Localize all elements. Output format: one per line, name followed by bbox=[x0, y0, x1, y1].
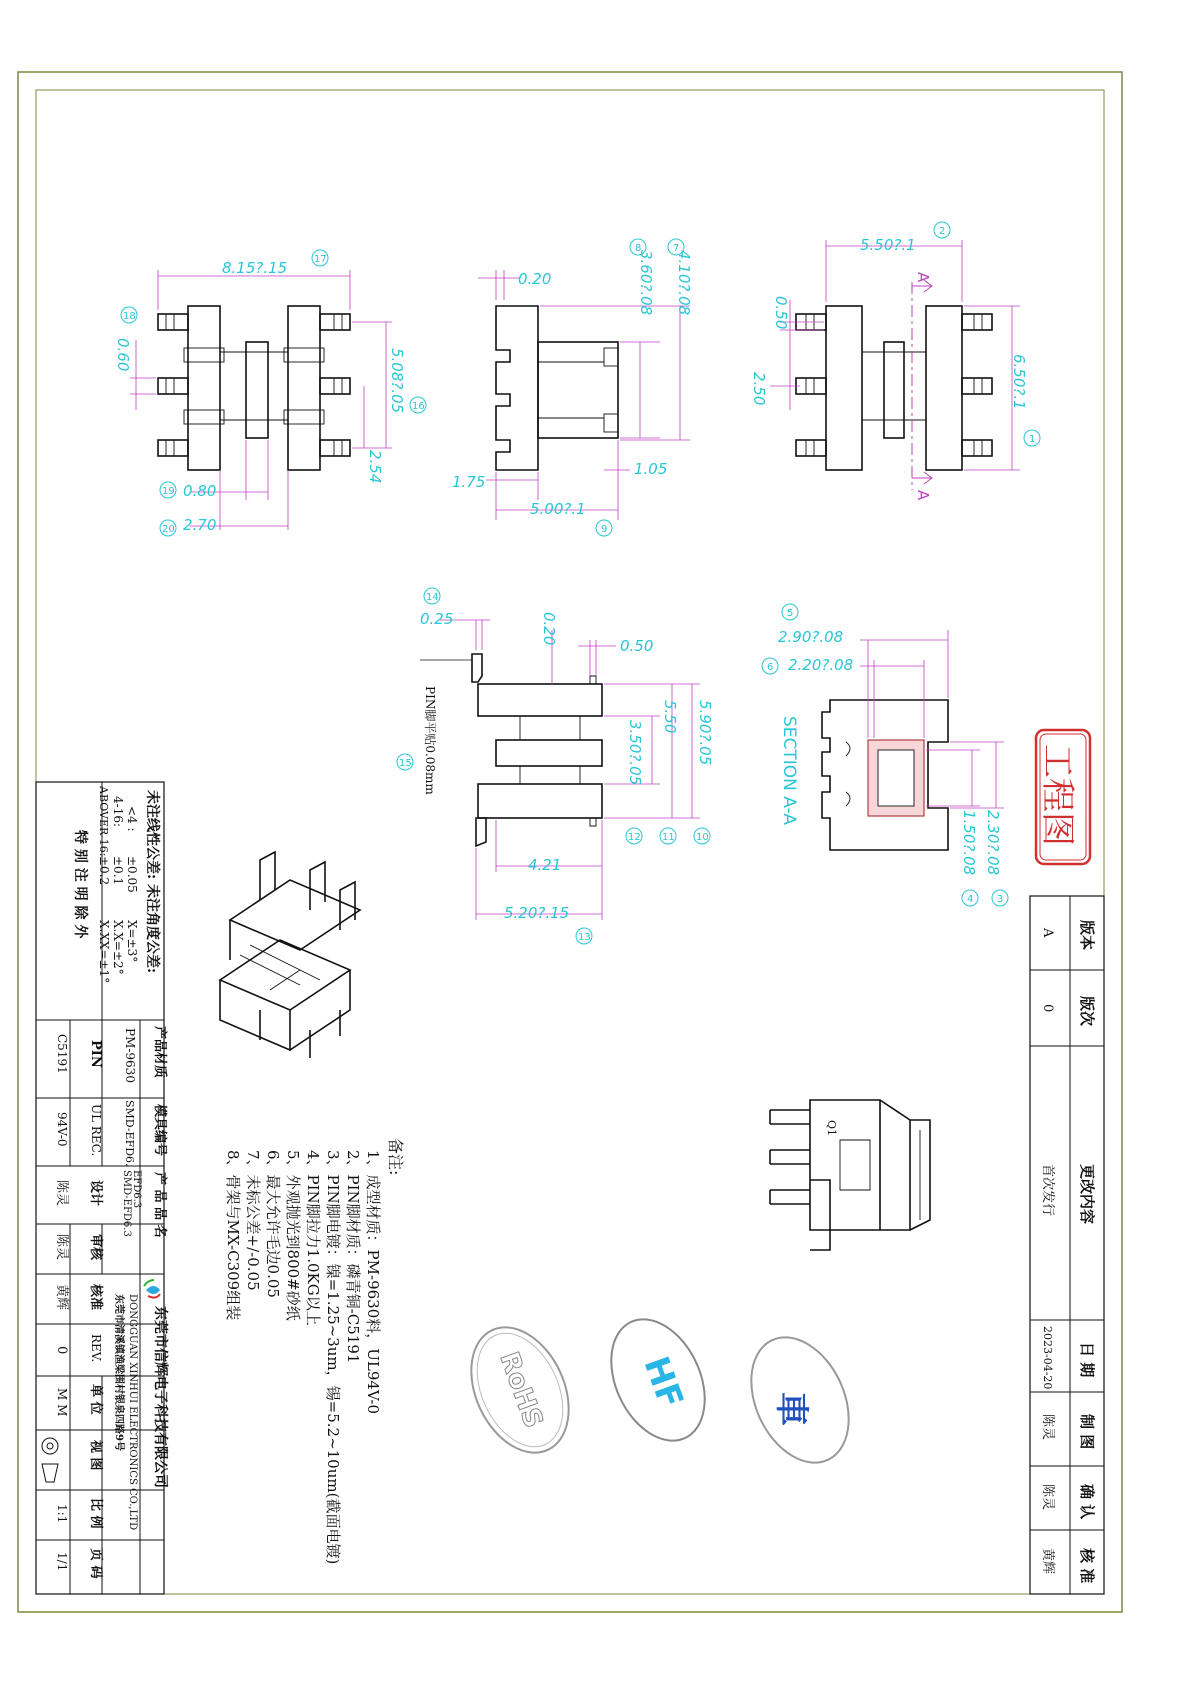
notes-title: 备注: bbox=[386, 1138, 405, 1176]
page-value: 1/1 bbox=[55, 1552, 69, 1572]
balloon-10: 10 bbox=[696, 832, 709, 843]
dim-tl-pin-pitch: 2.54 bbox=[366, 450, 384, 484]
balloon-18: 18 bbox=[123, 311, 136, 322]
approve-value: 黄辉 bbox=[54, 1284, 69, 1311]
section-title: SECTION A-A bbox=[779, 716, 799, 825]
inner-frame bbox=[36, 90, 1104, 1594]
note-6: 6、最大允许毛边0.05 bbox=[264, 1150, 282, 1298]
rev-version: A bbox=[1040, 928, 1055, 938]
dim-sec-height: 2.30?.08 bbox=[984, 810, 1002, 876]
rev-header-version: 版本 bbox=[1078, 920, 1096, 951]
note-7: 7、未标公差+/-0.05 bbox=[244, 1150, 262, 1291]
tol-row3-range: ABOVER 16: bbox=[97, 786, 110, 857]
balloon-2: 2 bbox=[939, 226, 946, 237]
balloon-7: 7 bbox=[673, 243, 680, 254]
car-text: 車 bbox=[771, 1392, 811, 1426]
tol-row1-range: <4 : bbox=[125, 806, 139, 832]
rev-header-confirm: 确 认 bbox=[1078, 1484, 1096, 1520]
dim-tl-pitch: 5.08?.05 bbox=[388, 348, 406, 414]
dim-tm-inner: 3.60?.08 bbox=[637, 250, 655, 316]
design-label: 设计 bbox=[88, 1180, 103, 1207]
balloon-15: 15 bbox=[399, 758, 412, 769]
mold-label: 模具编号 bbox=[152, 1104, 167, 1157]
rev-header-approve: 核 准 bbox=[1078, 1548, 1096, 1584]
design-value: 陈灵 bbox=[54, 1180, 69, 1207]
note-3: 3、PIN脚电镀：镍=1.25~3um，锡=5.2~10um(截面电镀) bbox=[324, 1150, 342, 1565]
view-label: 视 图 bbox=[88, 1440, 103, 1471]
balloon-4: 4 bbox=[967, 894, 974, 905]
tol-row1-angle: X=±3° bbox=[125, 920, 139, 963]
dim-tl-offset: 2.70 bbox=[183, 516, 217, 534]
section-mark-a-bottom: A bbox=[914, 490, 932, 501]
rev-edition: 0 bbox=[1040, 1004, 1055, 1013]
ul-value: 94V-0 bbox=[55, 1112, 69, 1147]
iso-label: Q1 bbox=[825, 1120, 838, 1137]
scale-label: 比 例 bbox=[88, 1498, 103, 1529]
rev-approve: 黄辉 bbox=[1040, 1548, 1055, 1575]
balloon-17: 17 bbox=[314, 254, 327, 265]
dim-tm-flange: 1.75 bbox=[452, 473, 486, 491]
iso-view-left bbox=[220, 852, 360, 1058]
balloon-5: 5 bbox=[787, 608, 794, 619]
balloon-1: 1 bbox=[1029, 434, 1036, 445]
balloon-3: 3 bbox=[997, 894, 1004, 905]
pin-label: PIN bbox=[88, 1040, 103, 1068]
review-label: 审核 bbox=[88, 1234, 103, 1261]
product-value-2: SMD-EFD6.3 bbox=[121, 1170, 132, 1237]
balloon-12: 12 bbox=[628, 832, 641, 843]
rev-header-drawn: 制 图 bbox=[1078, 1414, 1096, 1450]
rohs-text: RoHS bbox=[493, 1348, 549, 1433]
pin-value: C5191 bbox=[55, 1034, 69, 1074]
dim-side-inner: 3.50?.05 bbox=[626, 720, 644, 786]
balloon-11: 11 bbox=[662, 832, 675, 843]
company-name-en: DONGGUAN XINHUI ELECTRONICS CO.,LTD bbox=[127, 1294, 138, 1531]
dim-tm-length: 5.00?.1 bbox=[530, 500, 586, 518]
rohs-logo bbox=[452, 1312, 588, 1469]
pin-flatness-note: PIN脚平贴0.08mm bbox=[423, 686, 437, 795]
ul-label: UL REC. bbox=[89, 1104, 103, 1157]
dim-sec-window: 1.50?.08 bbox=[960, 810, 978, 876]
hf-text: HF bbox=[635, 1351, 691, 1414]
dim-tr-width: 5.50?.1 bbox=[860, 236, 916, 254]
company-logo bbox=[144, 1280, 160, 1298]
balloon-20: 20 bbox=[162, 524, 175, 535]
note-1: 1、成型材质：PM-9630料，UL94V-0 bbox=[364, 1150, 382, 1414]
dim-tm-step: 1.05 bbox=[634, 460, 668, 478]
dim-side-notch: 0.50 bbox=[620, 637, 654, 655]
dim-side-height: 5.90?.05 bbox=[696, 700, 714, 766]
unit-label: 单 位 bbox=[88, 1384, 103, 1415]
scale-value: 1:1 bbox=[55, 1504, 69, 1524]
dim-side-total: 5.20?.15 bbox=[504, 904, 570, 922]
material-value: PM-9630 bbox=[123, 1028, 137, 1083]
dim-sec-inner: 2.20?.08 bbox=[788, 656, 854, 674]
stamp-text: 工程图 bbox=[1037, 744, 1077, 846]
unit-value: M M bbox=[55, 1388, 69, 1417]
dim-tm-outer: 4.10?.08 bbox=[675, 250, 693, 316]
tol-row2-range: 4-16: bbox=[111, 796, 125, 828]
rev-drawn: 陈灵 bbox=[1040, 1414, 1055, 1441]
balloon-13: 13 bbox=[578, 932, 591, 943]
rev-change: 首次发行 bbox=[1040, 1164, 1055, 1217]
rev-header-date: 日 期 bbox=[1078, 1342, 1096, 1378]
company-address: 东莞市清溪镇渔梁围村银泉四路9号 bbox=[113, 1294, 124, 1451]
section-mark-a-top: A bbox=[914, 272, 932, 283]
balloon-14: 14 bbox=[426, 592, 439, 603]
car-logo bbox=[732, 1322, 868, 1479]
dim-tl-pin-width: 0.60 bbox=[114, 338, 132, 372]
dim-side-wall: 0.20 bbox=[540, 612, 558, 646]
note-8: 8、骨架与MX-C309组装 bbox=[224, 1150, 242, 1321]
engineering-stamp bbox=[1036, 730, 1090, 864]
balloon-6: 6 bbox=[767, 662, 774, 673]
dim-sec-outer: 2.90?.08 bbox=[778, 628, 844, 646]
approve-label: 核准 bbox=[88, 1284, 103, 1311]
dim-tr-pin-width: 0.50 bbox=[772, 296, 790, 330]
company-name-cn: 东莞市信辉电子科技有限公司 bbox=[152, 1306, 168, 1488]
review-value: 陈灵 bbox=[54, 1234, 69, 1261]
dim-side-depth: 4.21 bbox=[528, 856, 562, 874]
tol-row3-angle: X.XX=±1° bbox=[97, 920, 111, 984]
tolerance-special: 特 别 注 明 除 外 bbox=[72, 830, 88, 939]
tol-row2-linear: ±0.1 bbox=[111, 856, 125, 886]
dim-tr-pin-pitch: 2.50 bbox=[750, 372, 768, 406]
balloon-19: 19 bbox=[162, 486, 175, 497]
dim-side-mid: 5.50 bbox=[661, 700, 679, 734]
material-label: 产品材质 bbox=[152, 1026, 167, 1079]
tolerance-heading: 未注线性公差: 未注角度公差: bbox=[144, 790, 160, 974]
tol-row3-linear: ±0.2 bbox=[97, 856, 111, 886]
note-4: 4、PIN脚拉力1.0KG以上 bbox=[304, 1150, 322, 1326]
hf-logo bbox=[593, 1304, 723, 1456]
mold-value: SMD-EFD6. bbox=[123, 1100, 136, 1167]
balloon-8: 8 bbox=[635, 243, 642, 254]
rev-confirm: 陈灵 bbox=[1040, 1484, 1055, 1511]
note-2: 2、PIN脚材质：磷青铜-C5191 bbox=[344, 1150, 362, 1364]
tol-row1-linear: ±0.05 bbox=[125, 856, 139, 893]
dim-tm-wall: 0.20 bbox=[518, 270, 552, 288]
rev-label: REV. bbox=[89, 1334, 103, 1363]
product-value-1: EFD6.3 bbox=[131, 1170, 142, 1209]
top-middle-view bbox=[478, 270, 690, 520]
tol-row2-angle: X.X=±2° bbox=[111, 920, 125, 975]
dim-side-pin-thk: 0.25 bbox=[420, 610, 454, 628]
product-label: 产 品 品 名 bbox=[152, 1172, 167, 1238]
top-right-view bbox=[770, 240, 1020, 490]
dim-tr-height: 6.50?.1 bbox=[1010, 354, 1028, 410]
dim-tl-gap: 0.80 bbox=[183, 482, 217, 500]
notes-block bbox=[224, 1138, 405, 1564]
rev-header-edition: 版次 bbox=[1078, 996, 1096, 1027]
balloon-9: 9 bbox=[601, 524, 608, 535]
dim-tl-width: 8.15?.15 bbox=[222, 259, 288, 277]
projection-symbol-icon bbox=[42, 1438, 58, 1482]
balloon-16: 16 bbox=[412, 401, 425, 412]
side-view bbox=[420, 620, 700, 920]
note-5: 5、外观抛光到800#砂纸 bbox=[284, 1150, 302, 1321]
page-label: 页 码 bbox=[88, 1548, 103, 1579]
outer-frame bbox=[18, 72, 1122, 1612]
iso-view-right bbox=[770, 1100, 930, 1250]
rev-header-change: 更改内容 bbox=[1078, 1164, 1096, 1225]
rev-date: 2023-04-20 bbox=[1041, 1326, 1054, 1390]
rev-value: 0 bbox=[54, 1346, 69, 1355]
